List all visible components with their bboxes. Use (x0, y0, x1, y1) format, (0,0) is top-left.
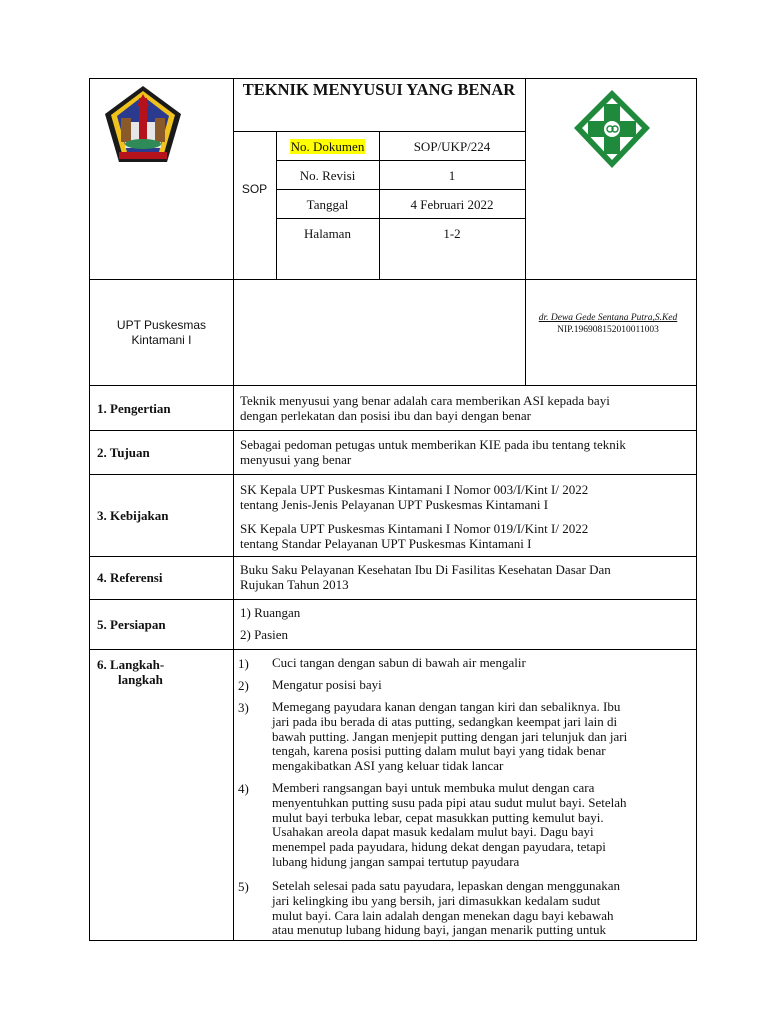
section-label-referensi: 4. Referensi (97, 570, 163, 585)
label-line: 6. Langkah- (97, 657, 165, 672)
step-number: 4) (238, 781, 249, 796)
text-line: Memberi rangsangan bayi untuk membuka mulut dengan cara (272, 780, 595, 795)
step-text (272, 700, 691, 774)
signer-nip: NIP.196908152010011003 (557, 325, 659, 335)
text-line: mulut bayi. Cara lain adalah dengan menekan dagu bayi kebawah (272, 907, 614, 923)
section-label-kebijakan: 3. Kebijakan (97, 508, 169, 523)
sop-label: SOP (241, 182, 268, 196)
text-line: SK Kepala UPT Puskesmas Kintamani I Nomor 003/I/Kint I/ 2022 (240, 482, 589, 497)
unit-name (90, 318, 233, 348)
text-line: 1) Ruangan (240, 605, 301, 620)
text-line: Teknik menyusui yang benar adalah cara memberikan ASI kepada bayi (240, 393, 610, 408)
step-text (272, 678, 691, 693)
text-line: Memegang payudara kanan dengan tangan kiri dan sebaliknya. Ibu (272, 699, 621, 714)
text-line: Cuci tangan dengan sabun di bawah air mengalir (272, 655, 526, 670)
meta-value-halaman: 1-2 (443, 226, 461, 241)
step-number: 3) (238, 700, 249, 715)
document-title: TEKNIK MENYUSUI YANG BENAR (242, 80, 516, 99)
section-label-langkah (97, 657, 164, 687)
meta-value-tanggal: 4 Februari 2022 (410, 197, 494, 212)
text-line: Usahakan areola dapat masuk kedalam mulut bayi. Dagu bayi (272, 824, 594, 840)
text-line: tengah, karena posisi putting dalam mulut bayi yang tidak benar (272, 743, 606, 759)
text-line: tentang Jenis-Jenis Pelayanan UPT Puskesmas Kintamani I (240, 497, 549, 512)
section-text-referensi (240, 562, 692, 592)
text-line: bawah putting. Jangan menjepit putting dengan jari telunjuk dan jari (272, 728, 628, 744)
meta-label-no-dokumen (276, 139, 379, 155)
section-text-persiapan (240, 605, 692, 642)
text-line: tentang Standar Pelayanan UPT Puskesmas Kintamani I (240, 536, 532, 551)
text-line: Sebagai pedoman petugas untuk memberikan KIE pada ibu tentang teknik (240, 437, 626, 452)
section-text-tujuan (240, 437, 692, 467)
unit-line-2: Kintamani I (131, 333, 192, 347)
text-line: menyusui yang benar (240, 452, 352, 467)
text-line: SK Kepala UPT Puskesmas Kintamani I Nomor 019/I/Kint I/ 2022 (240, 521, 589, 536)
meta-value-no-dokumen: SOP/UKP/224 (413, 139, 491, 154)
step-number: 5) (238, 879, 249, 894)
step-number: 1) (238, 656, 249, 671)
unit-line-1: UPT Puskesmas (116, 318, 207, 332)
step-text (272, 781, 691, 870)
step-text (272, 879, 691, 938)
section-text-pengertian (240, 393, 692, 423)
text-line: Mengatur posisi bayi (272, 677, 382, 692)
text-line: menempel pada payudara, hidung dekat dengan payudara, tetapi (272, 839, 606, 855)
text-line: Setelah selesai pada satu payudara, lepaskan dengan menggunakan (272, 878, 620, 893)
section-label-pengertian: 1. Pengertian (97, 401, 171, 416)
signer-name: dr. Dewa Gede Sentana Putra,S.Ked (538, 313, 678, 323)
text-line: dengan perlekatan dan posisi ibu dan bayi dengan benar (240, 408, 531, 423)
step-text (272, 656, 691, 671)
meta-value-no-revisi: 1 (448, 168, 456, 183)
meta-label-text: No. Dokumen (290, 139, 365, 154)
text-line: Rujukan Tahun 2013 (240, 577, 349, 592)
text-line: atau menutup lubang hidung bayi, jangan menarik putting untuk (272, 922, 606, 938)
section-text-kebijakan (240, 482, 692, 551)
meta-label-tanggal: Tanggal (306, 197, 349, 212)
puskesmas-cross-logo-icon (570, 88, 654, 172)
meta-label-halaman: Halaman (304, 226, 351, 241)
text-line: menyentuhkan putting susu pada pipi atau sudut mulut bayi. Setelah (272, 794, 627, 810)
text-line: lubang hidung jangan sampai tertutup payudara (272, 853, 520, 869)
text-line: mengakibatkan ASI yang keluar tidak lancar (272, 758, 504, 774)
text-line: Buku Saku Pelayanan Kesehatan Ibu Di Fasilitas Kesehatan Dasar Dan (240, 562, 611, 577)
step-number: 2) (238, 678, 249, 693)
text-line: jari pada ibu berada di atas putting, sedangkan keempat jari lain di (272, 713, 618, 729)
text-line: 2) Pasien (240, 627, 289, 642)
section-label-persiapan: 5. Persiapan (97, 617, 166, 632)
meta-label-no-revisi: No. Revisi (299, 168, 356, 183)
label-line: langkah (118, 672, 163, 687)
text-line: mulut bayi terbuka lebar, cepat masukkan putting kemulut bayi. (272, 809, 604, 825)
text-line: jari kelingking ibu yang bersih, jari dimasukkan kedalam sudut (272, 892, 601, 908)
section-label-tujuan: 2. Tujuan (97, 445, 150, 460)
signer-block (520, 312, 696, 336)
bangli-regency-emblem-icon (103, 84, 183, 166)
